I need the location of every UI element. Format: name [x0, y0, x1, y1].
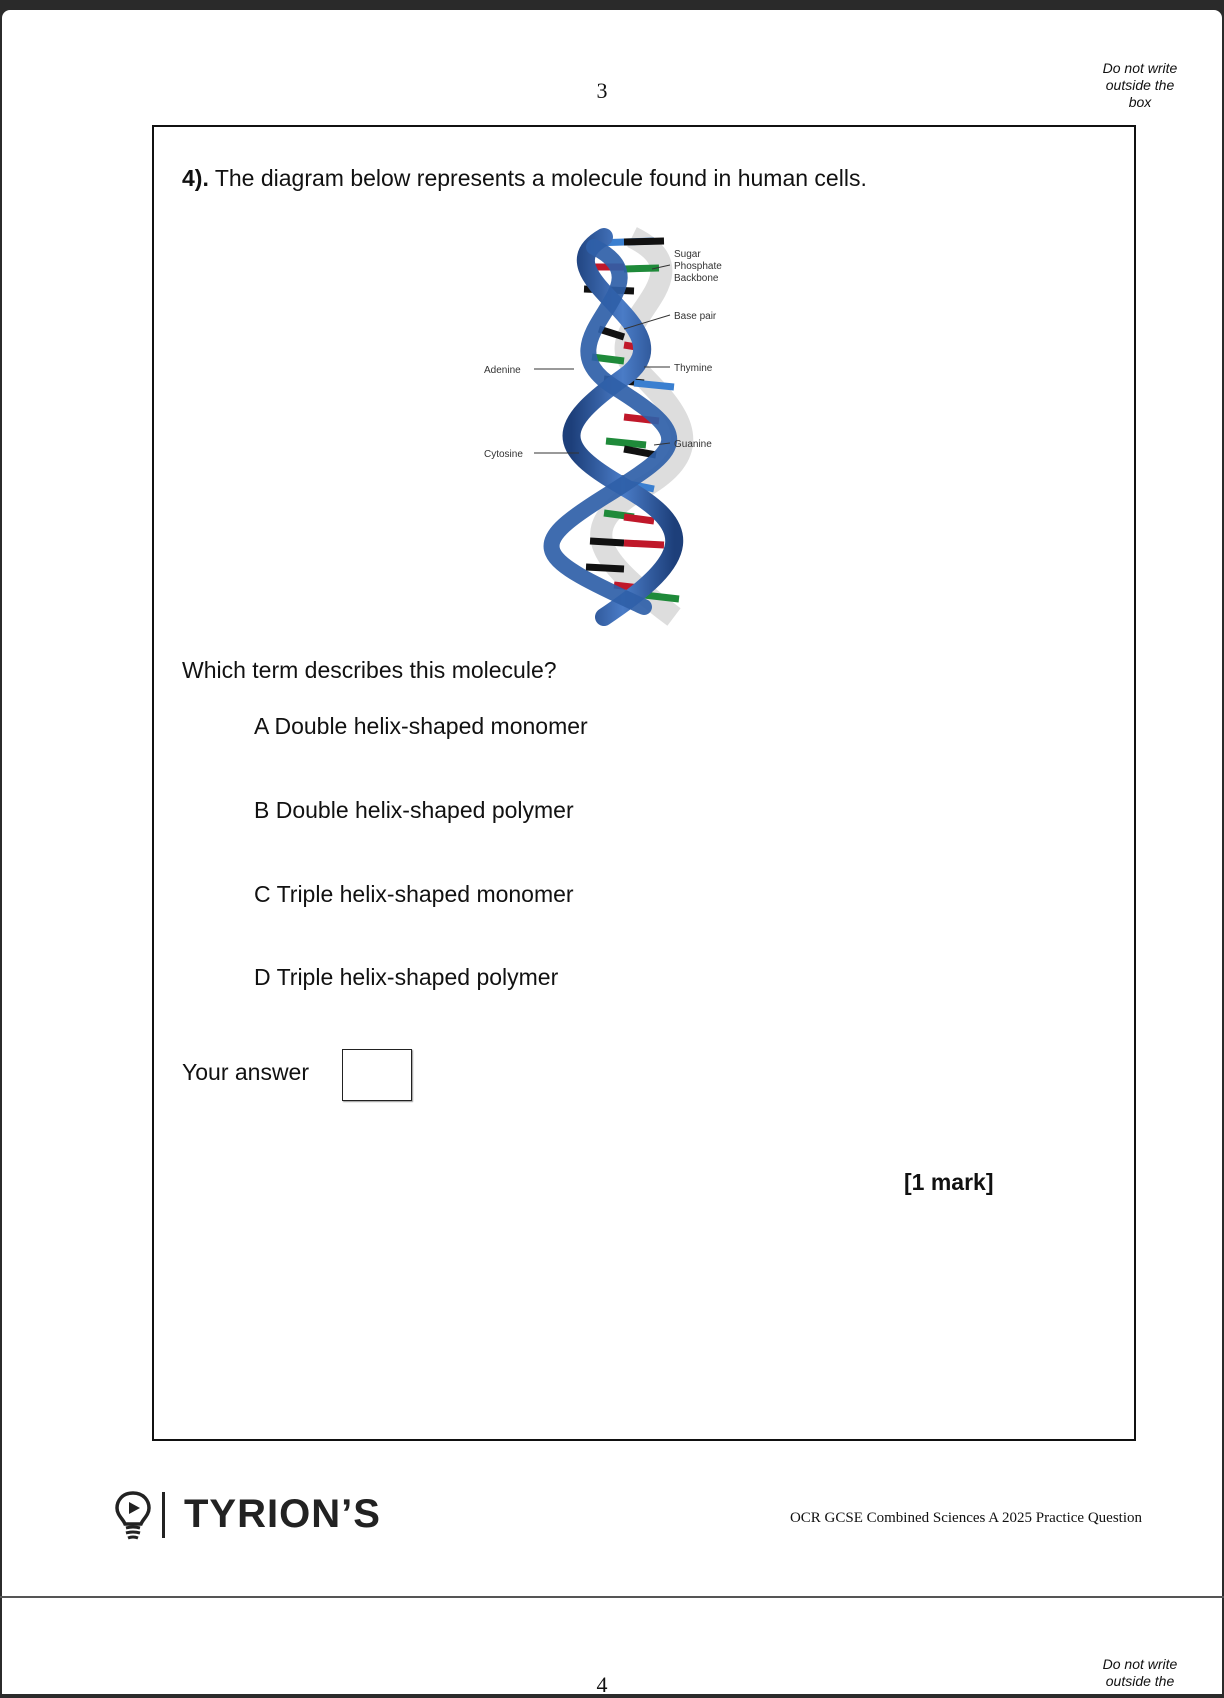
answer-box[interactable]: [342, 1049, 412, 1101]
footer-note: OCR GCSE Combined Sciences A 2025 Practice Question: [789, 1510, 1142, 1526]
brand-logo: [114, 1488, 414, 1544]
base-pair: [606, 441, 646, 445]
exam-page-4: [2, 1598, 1222, 1697]
lightbulb-play-icon: [114, 1490, 152, 1540]
label-adenine: Adenine: [484, 365, 521, 376]
logo-divider: [162, 1492, 165, 1538]
base-pair: [624, 543, 664, 545]
option-a: A Double helix-shaped monomer: [254, 713, 588, 739]
option-d: D Triple helix-shaped polymer: [254, 964, 559, 990]
question-intro: The diagram below represents a molecule found in human cells.: [208, 165, 867, 191]
base-pair: [590, 541, 624, 543]
label-base-pair: Base pair: [674, 311, 717, 322]
dna-diagram: [474, 217, 814, 627]
margin-note: Do not write outside the: [1102, 1656, 1178, 1689]
answer-label: Your answer: [182, 1059, 310, 1085]
page-number: 3: [596, 78, 608, 103]
label-sugar-1: Sugar: [674, 249, 701, 260]
question-box: [152, 125, 1136, 1441]
marks-label: [1 mark]: [904, 1169, 994, 1195]
label-thymine: Thymine: [674, 363, 713, 374]
base-pair: [624, 241, 664, 242]
base-pair: [644, 595, 679, 599]
margin-note: Do not write outside the box: [1102, 60, 1178, 110]
label-sugar-2: Phosphate: [674, 261, 722, 272]
viewer-top-bar: [0, 0, 1224, 10]
base-pair: [634, 383, 674, 387]
base-pair: [586, 567, 624, 569]
option-b: B Double helix-shaped polymer: [254, 797, 574, 823]
page-number: 4: [596, 1672, 608, 1697]
base-pair: [624, 449, 656, 455]
question-stem: Which term describes this molecule?: [182, 657, 557, 683]
label-guanine: Guanine: [674, 439, 712, 450]
question-title: [182, 165, 867, 192]
label-cytosine: Cytosine: [484, 449, 523, 460]
question-number: 4).: [182, 165, 209, 191]
base-pair: [624, 517, 654, 521]
option-c: C Triple helix-shaped monomer: [254, 881, 574, 907]
brand-name: TYRION’S: [184, 1492, 381, 1536]
label-sugar-3: Backbone: [674, 273, 719, 284]
exam-page-3: [2, 10, 1222, 1596]
